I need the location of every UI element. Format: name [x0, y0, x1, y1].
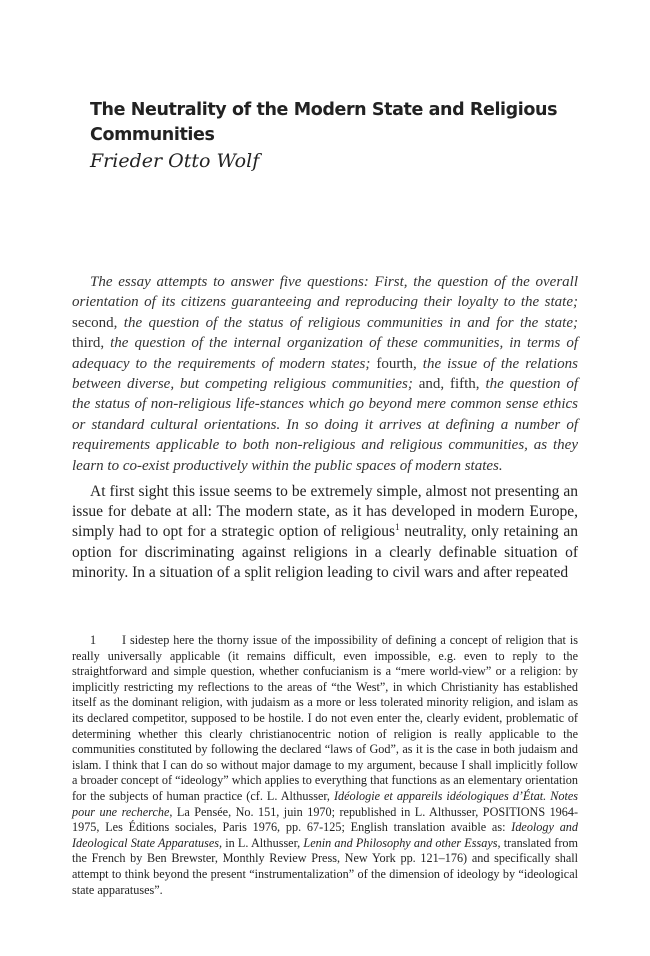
title-block: [90, 98, 570, 174]
text-segment: , La Pensée, No. 151, juin 1970; republished in L. Althusser, POSITIONS 1964-1975, Les Éditions sociales, Paris 1976, pp. 67-125; English translation avaible as:: [72, 804, 579, 835]
body-paragraph: [72, 482, 578, 583]
paper-title: The Neutrality of the Modern State and Religious Communities: [90, 100, 558, 145]
italic-text-segment: the question of the status of religious communities in and for the state;: [123, 314, 578, 331]
text-segment: second,: [72, 314, 124, 331]
text-segment: in L. Althusser,: [222, 835, 304, 850]
italic-text-segment: the issue of the relations between diverse, but competing religious communities;: [72, 355, 578, 393]
footnote-number: 1: [90, 633, 97, 647]
text-segment: fourth,: [370, 355, 423, 372]
italic-text-segment: the question of the overall orientation of its citizens guaranteeing and reproducing their loyalty to the state;: [72, 274, 579, 311]
author-name: Frieder Otto Wolf: [90, 150, 260, 172]
text-segment: translated from the French by Ben Brewster, Monthly Review Press, New York pp. 121–176) and specifically shall attempt to think beyond the present “instrumentalization” of the dimension of ideology by “ideological state apparatuses”.: [72, 835, 578, 897]
body-text-after-ref: neutrality, only retaining an option for discriminating against religions in a clearly definable situation of minority. In a situation of a split religion leading to civil wars and after repeated: [72, 523, 578, 581]
footnote-reference[interactable]: 1: [395, 522, 400, 533]
italic-text-segment: the question of the internal organization of these communities, in terms of adequacy to the requirements of modern states;: [72, 335, 578, 372]
abstract: [72, 272, 578, 476]
italic-text-segment: The essay attempts to answer five questions: First,: [90, 274, 414, 290]
text-segment: and, fifth,: [412, 376, 486, 393]
body-text-before-ref: At first sight this issue seems to be extremely simple, almost not presenting an issue for debate at all: The modern state, as it has developed in modern Europe, simply had to opt for a strategic option of religious: [72, 483, 578, 541]
italic-text-segment: the question of the status of non-religious life-stances which go beyond mere common sense ethics or standard cultural orientations. In so doing it arrives at defining a number of requirements applicable to both non-religious and religious communities, as they learn to co-exist productively within the public spaces of modern states.: [72, 376, 579, 474]
text-segment: third,: [72, 335, 111, 352]
text-segment: I sidestep here the thorny issue of the impossibility of defining a concept of religion that is really universally applicable (it remains difficult, even impossible, e.g. even to reply to the straightforward and simple question, whether confucianism is a “mere world-view” or a religion: by implicitly restricting my reflections to the areas of “the West”, in which Christianity has established itself as the dominant religion, with judaism as a more or less tolerated minority religion, and islam as its declared competitor, supposed to be hostile. I do not even enter the, clearly evident, problematic of determining whether this clearly christianocentric notion of religion is really applicable to the communities constituted by following the declared “laws of God”, as it is the case in both judaism and islam. I think that I can do so without major damage to my argument, because I shall implicitly follow a broader concept of “ideology” which applies to everything that functions as an elementary orientation for the subjects of human practice (cf. L. Althusser,: [72, 633, 578, 803]
footnote: [72, 633, 578, 898]
italic-text-segment: Lenin and Philosophy and other Essays,: [303, 835, 501, 850]
italic-text-segment: Idéologie et appareils idéologiques d’État. Notes pour une recherche: [72, 788, 578, 819]
italic-text-segment: Ideology and Ideological State Apparatuses,: [72, 820, 578, 850]
